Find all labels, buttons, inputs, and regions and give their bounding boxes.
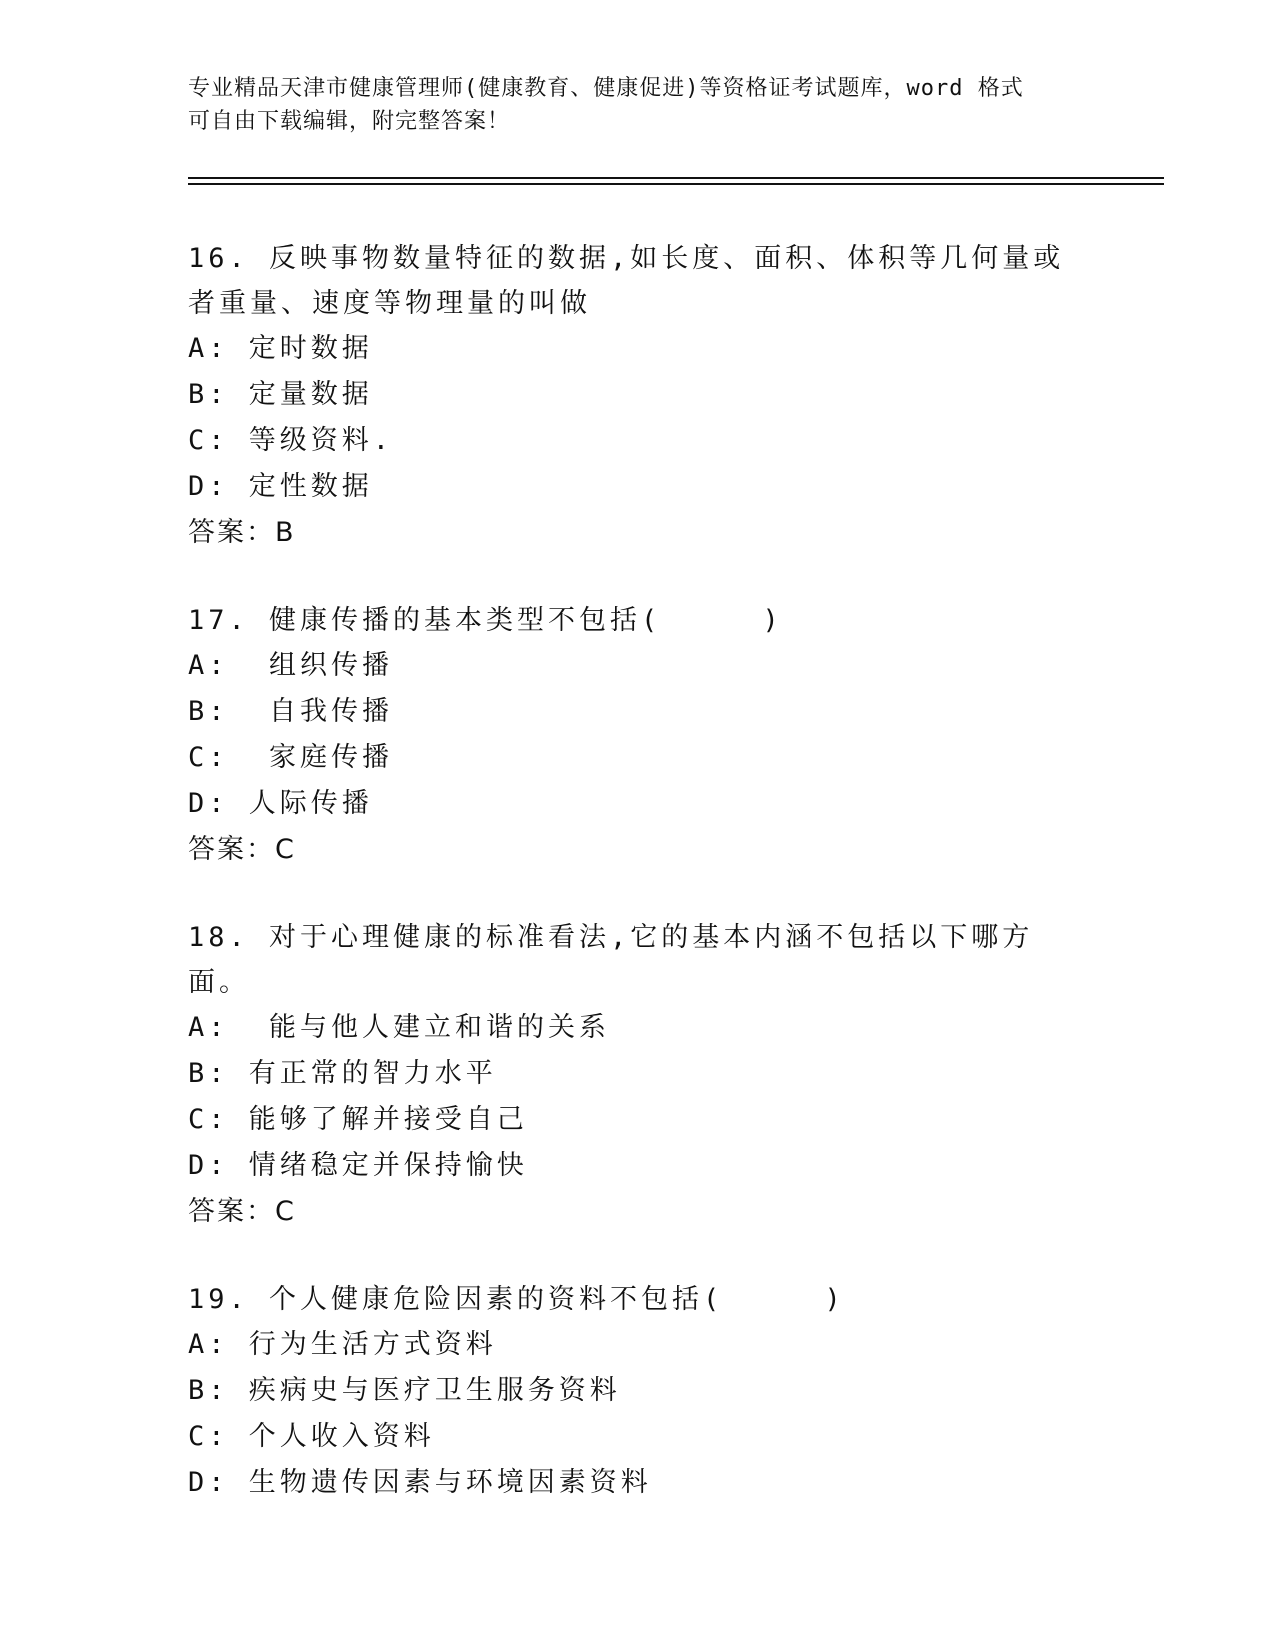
- header-line-1: 专业精品天津市健康管理师(健康教育、健康促进)等资格证考试题库，word 格式: [188, 76, 1024, 101]
- answer: 答案：C: [188, 834, 296, 865]
- answer: 答案：B: [188, 517, 296, 548]
- option-b: B: 定量数据: [188, 379, 373, 410]
- document-header: [188, 72, 1088, 138]
- option-a: A: 定时数据: [188, 333, 373, 364]
- option-c: C: 能够了解并接受自己: [188, 1104, 528, 1135]
- question-16: [188, 236, 1088, 556]
- question-19: [188, 1277, 1088, 1506]
- option-c: C: 家庭传播: [188, 742, 394, 773]
- option-d: D: 定性数据: [188, 471, 373, 502]
- header-divider-bottom: [188, 183, 1164, 185]
- question-17: [188, 598, 1088, 873]
- header-line-2: 可自由下载编辑，附完整答案！: [188, 109, 511, 134]
- option-d: D: 情绪稳定并保持愉快: [188, 1150, 528, 1181]
- question-stem: 18. 对于心理健康的标准看法,它的基本内涵不包括以下哪方面。: [188, 922, 1034, 998]
- answer: 答案：C: [188, 1196, 296, 1227]
- question-stem: 17. 健康传播的基本类型不包括( ): [188, 605, 783, 636]
- option-c: C: 个人收入资料: [188, 1421, 435, 1452]
- question-stem: 19. 个人健康危险因素的资料不包括( ): [188, 1284, 845, 1315]
- question-18: [188, 915, 1088, 1235]
- option-a: A: 能与他人建立和谐的关系: [188, 1012, 611, 1043]
- header-divider-top: [188, 177, 1164, 179]
- option-a: A: 组织传播: [188, 650, 394, 681]
- option-a: A: 行为生活方式资料: [188, 1329, 497, 1360]
- option-b: B: 有正常的智力水平: [188, 1058, 497, 1089]
- option-d: D: 生物遗传因素与环境因素资料: [188, 1467, 652, 1498]
- option-d: D: 人际传播: [188, 788, 373, 819]
- question-stem: 16. 反映事物数量特征的数据,如长度、面积、体积等几何量或者重量、速度等物理量的叫做: [188, 243, 1065, 319]
- option-b: B: 自我传播: [188, 696, 394, 727]
- question-list: [188, 236, 1088, 1548]
- option-b: B: 疾病史与医疗卫生服务资料: [188, 1375, 621, 1406]
- option-c: C: 等级资料.: [188, 425, 394, 456]
